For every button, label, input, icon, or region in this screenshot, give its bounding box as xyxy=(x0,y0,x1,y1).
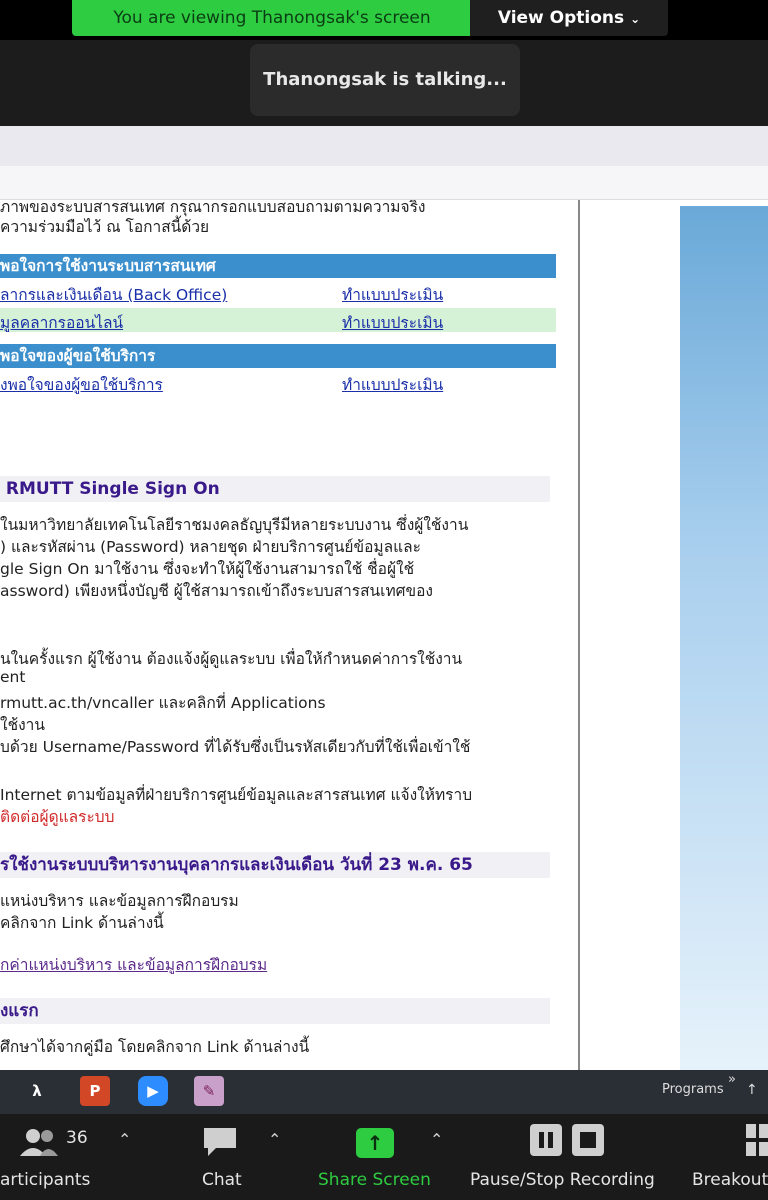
caret-up-icon[interactable]: ⌃ xyxy=(118,1130,132,1149)
powerpoint-icon[interactable]: P xyxy=(80,1076,110,1106)
sso-line-3: gle Sign On มาใช้งาน ซึ่งจะทำให้ผู้ใช้งานสามารถใช้ ชื่อผู้ใช้ xyxy=(0,560,415,578)
step-line-1: นในครั้งแรก ผู้ใช้งาน ต้องแจ้งผู้ดูแลระบบ เพื่อให้กำหนดค่าการใช้งาน xyxy=(0,650,463,668)
survey-link-personnel-online[interactable]: มูลคลากรออนไลน์ xyxy=(0,314,124,332)
chat-icon xyxy=(202,1126,238,1158)
survey-band-users: พอใจของผู้ขอใช้บริการ xyxy=(0,344,556,368)
pause-icon xyxy=(530,1124,562,1156)
step-line-3: rmutt.ac.th/vncaller และคลิกที่ Applications xyxy=(0,694,326,712)
browser-bookmarks-bar xyxy=(0,166,768,200)
sso-line-2: ) และรหัสผ่าน (Password) หลายชุด ฝ่ายบริการศูนย์ข้อมูลและ xyxy=(0,538,421,556)
chevron-down-icon: ⌄ xyxy=(630,12,641,26)
breakout-label: Breakout xyxy=(692,1170,768,1190)
news-line-1: แหน่งบริหาร และข้อมูลการฝึกอบรม xyxy=(0,892,239,910)
step-line-4: ใช้งาน xyxy=(0,716,45,734)
page-right-margin xyxy=(578,200,678,1070)
participants-icon xyxy=(18,1126,62,1160)
evaluate-link-back-office[interactable]: ทำแบบประเมิน xyxy=(342,286,444,304)
chat-label: Chat xyxy=(202,1170,242,1190)
page-content xyxy=(0,200,578,1070)
stop-icon xyxy=(572,1124,604,1156)
shared-screen xyxy=(0,126,768,1070)
step-line-6: Internet ตามข้อมูลที่ฝ่ายบริการศูนย์ข้อมูลและสารสนเทศ แจ้งให้ทราบ xyxy=(0,786,473,804)
participants-button[interactable] xyxy=(0,1114,140,1200)
breakout-icon xyxy=(746,1124,768,1156)
acrobat-icon[interactable]: λ xyxy=(22,1076,52,1106)
os-taskbar xyxy=(0,1070,768,1114)
sso-heading: RMUTT Single Sign On xyxy=(0,476,550,502)
zoom-app-icon[interactable]: ▶ xyxy=(138,1076,168,1106)
step-line-2: ent xyxy=(0,668,26,686)
participants-count: 36 xyxy=(66,1128,88,1148)
desktop-background xyxy=(680,206,768,1070)
share-screen-icon: ↑ xyxy=(356,1128,394,1158)
first-time-line-1: ศึกษาได้จากคู่มือ โดยคลิกจาก Link ด้านล่างนี้ xyxy=(0,1038,310,1056)
sso-line-1: ในมหาวิทยาลัยเทคโนโลยีราชมงคลธัญบุรีมีหลายระบบงาน ซึ่งผู้ใช้งาน xyxy=(0,516,469,534)
viewing-banner: You are viewing Thanongsak's screen xyxy=(72,0,472,36)
breakout-rooms-button[interactable] xyxy=(690,1114,768,1200)
zoom-toolbar xyxy=(0,1114,768,1200)
caret-up-icon[interactable]: ⌃ xyxy=(430,1130,444,1149)
caret-up-icon[interactable]: ⌃ xyxy=(268,1130,282,1149)
survey-link-user-satisfaction[interactable]: งพอใจของผู้ขอใช้บริการ xyxy=(0,376,163,394)
pen-app-icon[interactable]: ✎ xyxy=(194,1076,224,1106)
share-screen-button[interactable] xyxy=(316,1114,456,1200)
evaluate-link-personnel-online[interactable]: ทำแบบประเมิน xyxy=(342,314,444,332)
sso-line-4: assword) เพียงหนึ่งบัญชี ผู้ใช้สามารถเข้าถึงระบบสารสนเทศของ xyxy=(0,582,433,600)
news-link[interactable]: กค่าแหน่งบริหาร และข้อมูลการฝึกอบรม xyxy=(0,956,268,974)
view-options-label: View Options xyxy=(497,8,625,28)
news-heading: รใช้งานระบบบริหารงานบุคลากรและเงินเดือน วันที่ 23 พ.ค. 65 xyxy=(0,852,550,878)
talking-indicator: Thanongsak is talking... xyxy=(250,44,520,116)
news-line-2: คลิกจาก Link ด้านล่างนี้ xyxy=(0,914,164,932)
view-options-button[interactable] xyxy=(470,0,668,36)
share-screen-label: Share Screen xyxy=(318,1170,431,1190)
survey-link-back-office[interactable]: ลากรและเงินเดือน (Back Office) xyxy=(0,286,228,304)
survey-band-systems: พอใจการใช้งานระบบสารสนเทศ xyxy=(0,254,556,278)
recording-label: Pause/Stop Recording xyxy=(470,1170,655,1190)
browser-toolbar xyxy=(0,126,768,166)
programs-label[interactable]: Programs xyxy=(662,1082,724,1097)
pause-stop-recording-button[interactable] xyxy=(468,1114,672,1200)
step-line-5: บด้วย Username/Password ที่ได้รับซึ่งเป็นรหัสเดียวกับที่ใช้เพื่อเข้าใช้ xyxy=(0,738,471,756)
chat-button[interactable] xyxy=(190,1114,290,1200)
up-arrow-icon[interactable]: ↑ xyxy=(746,1082,758,1098)
chevron-right-icon[interactable]: » xyxy=(728,1072,736,1087)
evaluate-link-user-satisfaction[interactable]: ทำแบบประเมิน xyxy=(342,376,444,394)
intro-line-2: ความร่วมมือไว้ ณ โอกาสนี้ด้วย xyxy=(0,218,210,236)
first-time-heading: งแรก xyxy=(0,998,550,1024)
intro-line-1: ภาพของระบบสารสนเทศ กรุณากรอกแบบสอบถามตามความจริง xyxy=(0,200,426,216)
contact-admin-text: ติดต่อผู้ดูแลระบบ xyxy=(0,808,115,826)
participants-label: articipants xyxy=(0,1170,91,1190)
